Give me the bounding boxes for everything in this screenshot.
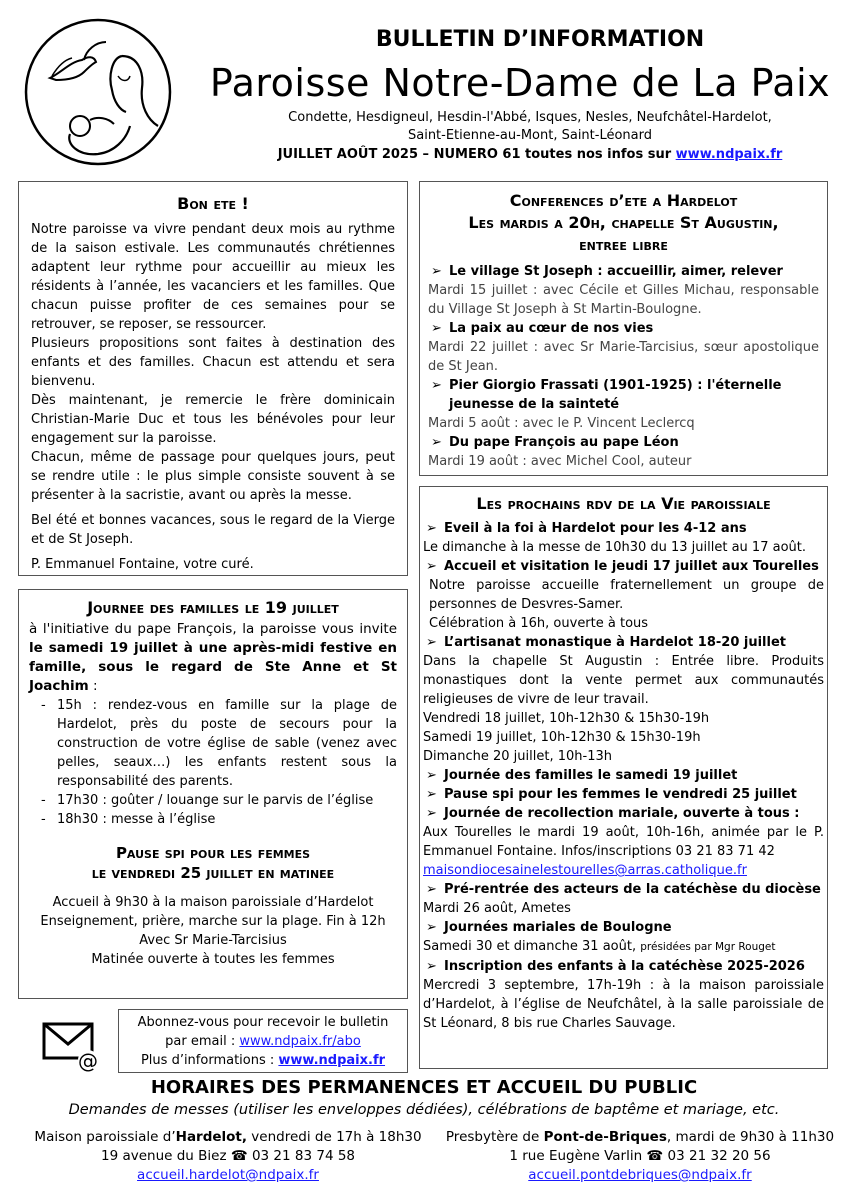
rdv-prerentree-title: ➢ Pré-rentrée des acteurs de la catéchèse du diocèse — [423, 880, 824, 899]
horaires-hardelot — [18, 1128, 438, 1185]
parish-title: Paroisse Notre-Dame de La Paix — [209, 61, 831, 105]
bulletin-label: BULLETIN D’INFORMATION — [375, 27, 705, 52]
horaires-subtitle: Demandes de messes (utiliser les enveloppes dédiées), célébrations de baptême et mariage, etc. — [68, 1102, 780, 1118]
pdb-line — [440, 1128, 840, 1147]
journee-intro-b: le samedi 19 juillet à une après-midi festive en famille, sous le regard de Ste Anne et St Joachim — [29, 640, 397, 694]
pdb-address: 1 rue Eugène Varlin ☎ 03 21 32 20 56 — [509, 1148, 771, 1164]
bon-ete-title: Bon ete ! — [177, 194, 249, 213]
pause-spi-line-2: Enseignement, prière, marche sur la plage. Fin à 12h — [40, 914, 386, 929]
bon-ete-paragraph-3: Dès maintenant, je remercie le frère dominicain Christian-Marie Duc et tous les bénévoles pour leur engagement sur la paroisse. — [31, 393, 395, 446]
rdv-inscription-title: ➢ Inscription des enfants à la catéchèse 2025-2026 — [423, 957, 824, 976]
rdv-title: Les prochains rdv de la Vie paroissiale — [476, 494, 771, 513]
conference-4-text: Mardi 19 août : avec Michel Cool, auteur — [428, 454, 692, 469]
towns-line-2: Saint-Etienne-au-Mont, Saint-Léonard — [407, 128, 652, 143]
rdv-mariales-title: ➢ Journées mariales de Boulogne — [423, 918, 824, 937]
bon-ete-paragraph-4: Chacun, même de passage pour quelques jours, peut se rendre utile : le plus simple consiste souvent à se présenter à la sacristie, avant ou après la messe. — [31, 450, 395, 503]
bon-ete-paragraph-2: Plusieurs propositions sont faites à destination des enfants et des familles. Chacun est attendu et sera bienvenu. — [31, 336, 395, 389]
hardelot-label-b: Hardelot, — [175, 1129, 248, 1145]
rdv-journee-title: ➢ Journée des familles le samedi 19 juillet — [423, 766, 824, 785]
email-envelope-icon — [42, 1020, 102, 1072]
rdv-accueil-text: Notre paroisse accueille fraternellement un groupe de personnes de Desvres-Samer. — [429, 578, 824, 612]
conference-3-title: ➢ Pier Giorgio Frassati (1901-1925) : l'éternelle jeunesse de la sainteté — [428, 376, 819, 414]
conference-4-title: ➢ Du pape François au pape Léon — [428, 433, 819, 452]
rdv-recollection-title: ➢ Journée de recollection mariale, ouverte à tous : — [423, 804, 824, 823]
rdv-artisanat-title: ➢ L’artisanat monastique à Hardelot 18-20 juillet — [423, 633, 824, 652]
rdv-eveil-text: Le dimanche à la messe de 10h30 du 13 juillet au 17 août. — [423, 540, 806, 555]
hardelot-email[interactable]: accueil.hardelot@ndpaix.fr — [137, 1167, 319, 1183]
journee-item-2: - 17h30 : goûter / louange sur le parvis de l’église — [29, 791, 397, 810]
conferences-title-2: Les mardis a 20h, chapelle St Augustin, — [468, 213, 779, 232]
rdv-artisanat-text: Dans la chapelle St Augustin : Entrée libre. Produits monastiques dont la vente permet aux communautés religieuses de vivre de leur travail. — [423, 654, 824, 707]
horaires-title: HORAIRES DES PERMANENCES ET ACCUEIL DU PUBLIC — [150, 1077, 698, 1098]
conference-2-title: ➢ La paix au cœur de nos vies — [428, 319, 819, 338]
rdv-eveil-title: ➢ Eveil à la foi à Hardelot pour les 4-12 ans — [423, 519, 824, 538]
rdv-artisanat-day-3: Dimanche 20 juillet, 10h-13h — [423, 749, 612, 764]
pdb-label-c: , mardi de 9h30 à 11h30 — [666, 1129, 835, 1145]
rdv-inscription-text: Mercredi 3 septembre, 17h-19h : à la maison paroissiale d’Hardelot, à l’église de Neufchâtel, à la salle paroissiale de St Léonard, 8 bis rue Charles Sauvage. — [423, 978, 824, 1031]
bon-ete-signature: P. Emmanuel Fontaine, votre curé. — [31, 557, 254, 572]
hardelot-label-c: vendredi de 17h à 18h30 — [247, 1129, 422, 1145]
subscribe-email-label: par email : — [165, 1034, 240, 1049]
journee-intro-c: : — [88, 678, 98, 694]
rdv-prerentree-text: Mardi 26 août, Ametes — [423, 901, 571, 916]
pause-spi-title-2: le vendredi 25 juillet en matinee — [91, 864, 335, 882]
hardelot-address: 19 avenue du Biez ☎ 03 21 83 74 58 — [100, 1148, 356, 1164]
subscribe-line-1: Abonnez-vous pour recevoir le bulletin — [137, 1015, 389, 1030]
journee-item-1: - 15h : rendez-vous en famille sur la plage de Hardelot, près du poste de secours pour la construction de votre église de sable (venez avec pelles, seaux…) les enfants restent sous la responsabilité des parents. — [29, 696, 397, 791]
issue-text: JUILLET AOÛT 2025 – NUMERO 61 toutes nos infos sur — [277, 147, 676, 162]
subscribe-line-3 — [123, 1051, 403, 1070]
bon-ete-paragraph-5: Bel été et bonnes vacances, sous le regard de la Vierge et de St Joseph. — [31, 513, 395, 547]
subscribe-line-2 — [123, 1032, 403, 1051]
conference-1-text: Mardi 15 juillet : avec Cécile et Gilles Michau, responsable du Village St Joseph à St Martin-Boulogne. — [428, 283, 819, 317]
towns-line-1: Condette, Hesdigneul, Hesdin-l'Abbé, Isques, Nesles, Neufchâtel-Hardelot, — [288, 110, 772, 125]
rdv-mariales-text — [423, 937, 824, 957]
rdv-box — [419, 486, 828, 1069]
pdb-label-b: Pont-de-Briques — [543, 1129, 667, 1145]
pause-spi-line-4: Matinée ouverte à toutes les femmes — [91, 952, 335, 967]
rdv-pause-title: ➢ Pause spi pour les femmes le vendredi 25 juillet — [423, 785, 824, 804]
journee-title: Journee des familles le 19 juillet — [87, 598, 339, 617]
conferences-box — [419, 181, 828, 476]
rdv-accueil-title: ➢ Accueil et visitation le jeudi 17 juillet aux Tourelles — [423, 557, 824, 576]
conferences-title-3: entree libre — [579, 235, 668, 254]
rdv-accueil-text-2: Célébration à 16h, ouverte à tous — [429, 616, 649, 631]
conference-3-text: Mardi 5 août : avec le P. Vincent Leclercq — [428, 416, 695, 431]
rdv-recollection-email[interactable]: maisondiocesainelestourelles@arras.catholique.fr — [423, 863, 747, 878]
website-link[interactable]: www.ndpaix.fr — [675, 147, 783, 162]
hardelot-line — [18, 1128, 438, 1147]
rdv-artisanat-day-2: Samedi 19 juillet, 10h-12h30 & 15h30-19h — [423, 730, 701, 745]
journee-intro — [29, 620, 397, 696]
more-info-link[interactable]: www.ndpaix.fr — [278, 1053, 386, 1068]
svg-text:@: @ — [78, 1049, 98, 1072]
conference-1-title: ➢ Le village St Joseph : accueillir, aimer, relever — [428, 262, 819, 281]
subscribe-link[interactable]: www.ndpaix.fr/abo — [239, 1034, 361, 1049]
issue-line — [240, 146, 820, 164]
journee-familles-box — [18, 589, 408, 999]
rdv-mariales-small: présidées par Mgr Rouget — [640, 941, 776, 953]
rdv-recollection-text: Aux Tourelles le mardi 19 août, 10h-16h, animée par le P. Emmanuel Fontaine. Infos/inscriptions 03 21 83 71 42 — [423, 825, 824, 859]
pause-spi-line-1: Accueil à 9h30 à la maison paroissiale d’Hardelot — [52, 895, 374, 910]
rdv-artisanat-day-1: Vendredi 18 juillet, 10h-12h30 & 15h30-19h — [423, 711, 710, 726]
bon-ete-paragraph-1: Notre paroisse va vivre pendant deux mois au rythme de la saison estivale. Les communautés chrétiennes adaptent leur rythme pour accueillir au mieux les résidents à l’année, les vacanciers et les familles. Que chacun puisse profiter de ces semaines pour se retrouver, se reposer, se ressourcer. — [31, 222, 395, 332]
pause-spi-title-1: Pause spi pour les femmes — [115, 844, 311, 862]
conferences-title-1: Conferences d’ete a Hardelot — [509, 191, 738, 210]
pdb-email[interactable]: accueil.pontdebriques@ndpaix.fr — [528, 1167, 752, 1183]
bon-ete-box — [18, 181, 408, 576]
more-info-label: Plus d’informations : — [140, 1053, 279, 1068]
rdv-mariales-dates: Samedi 30 et dimanche 31 août, — [423, 939, 641, 954]
parish-logo — [22, 16, 174, 168]
pdb-label-a: Presbytère de — [445, 1129, 544, 1145]
hardelot-label-a: Maison paroissiale d’ — [34, 1129, 176, 1145]
conference-2-text: Mardi 22 juillet : avec Sr Marie-Tarcisius, sœur apostolique de St Jean. — [428, 340, 819, 374]
journee-intro-a: à l'initiative du pape François, la paroisse vous invite — [29, 621, 397, 637]
subscribe-box — [118, 1009, 408, 1073]
pause-spi-line-3: Avec Sr Marie-Tarcisius — [139, 933, 287, 948]
journee-item-3: - 18h30 : messe à l’église — [29, 810, 397, 829]
horaires-pont-de-briques — [440, 1128, 840, 1185]
